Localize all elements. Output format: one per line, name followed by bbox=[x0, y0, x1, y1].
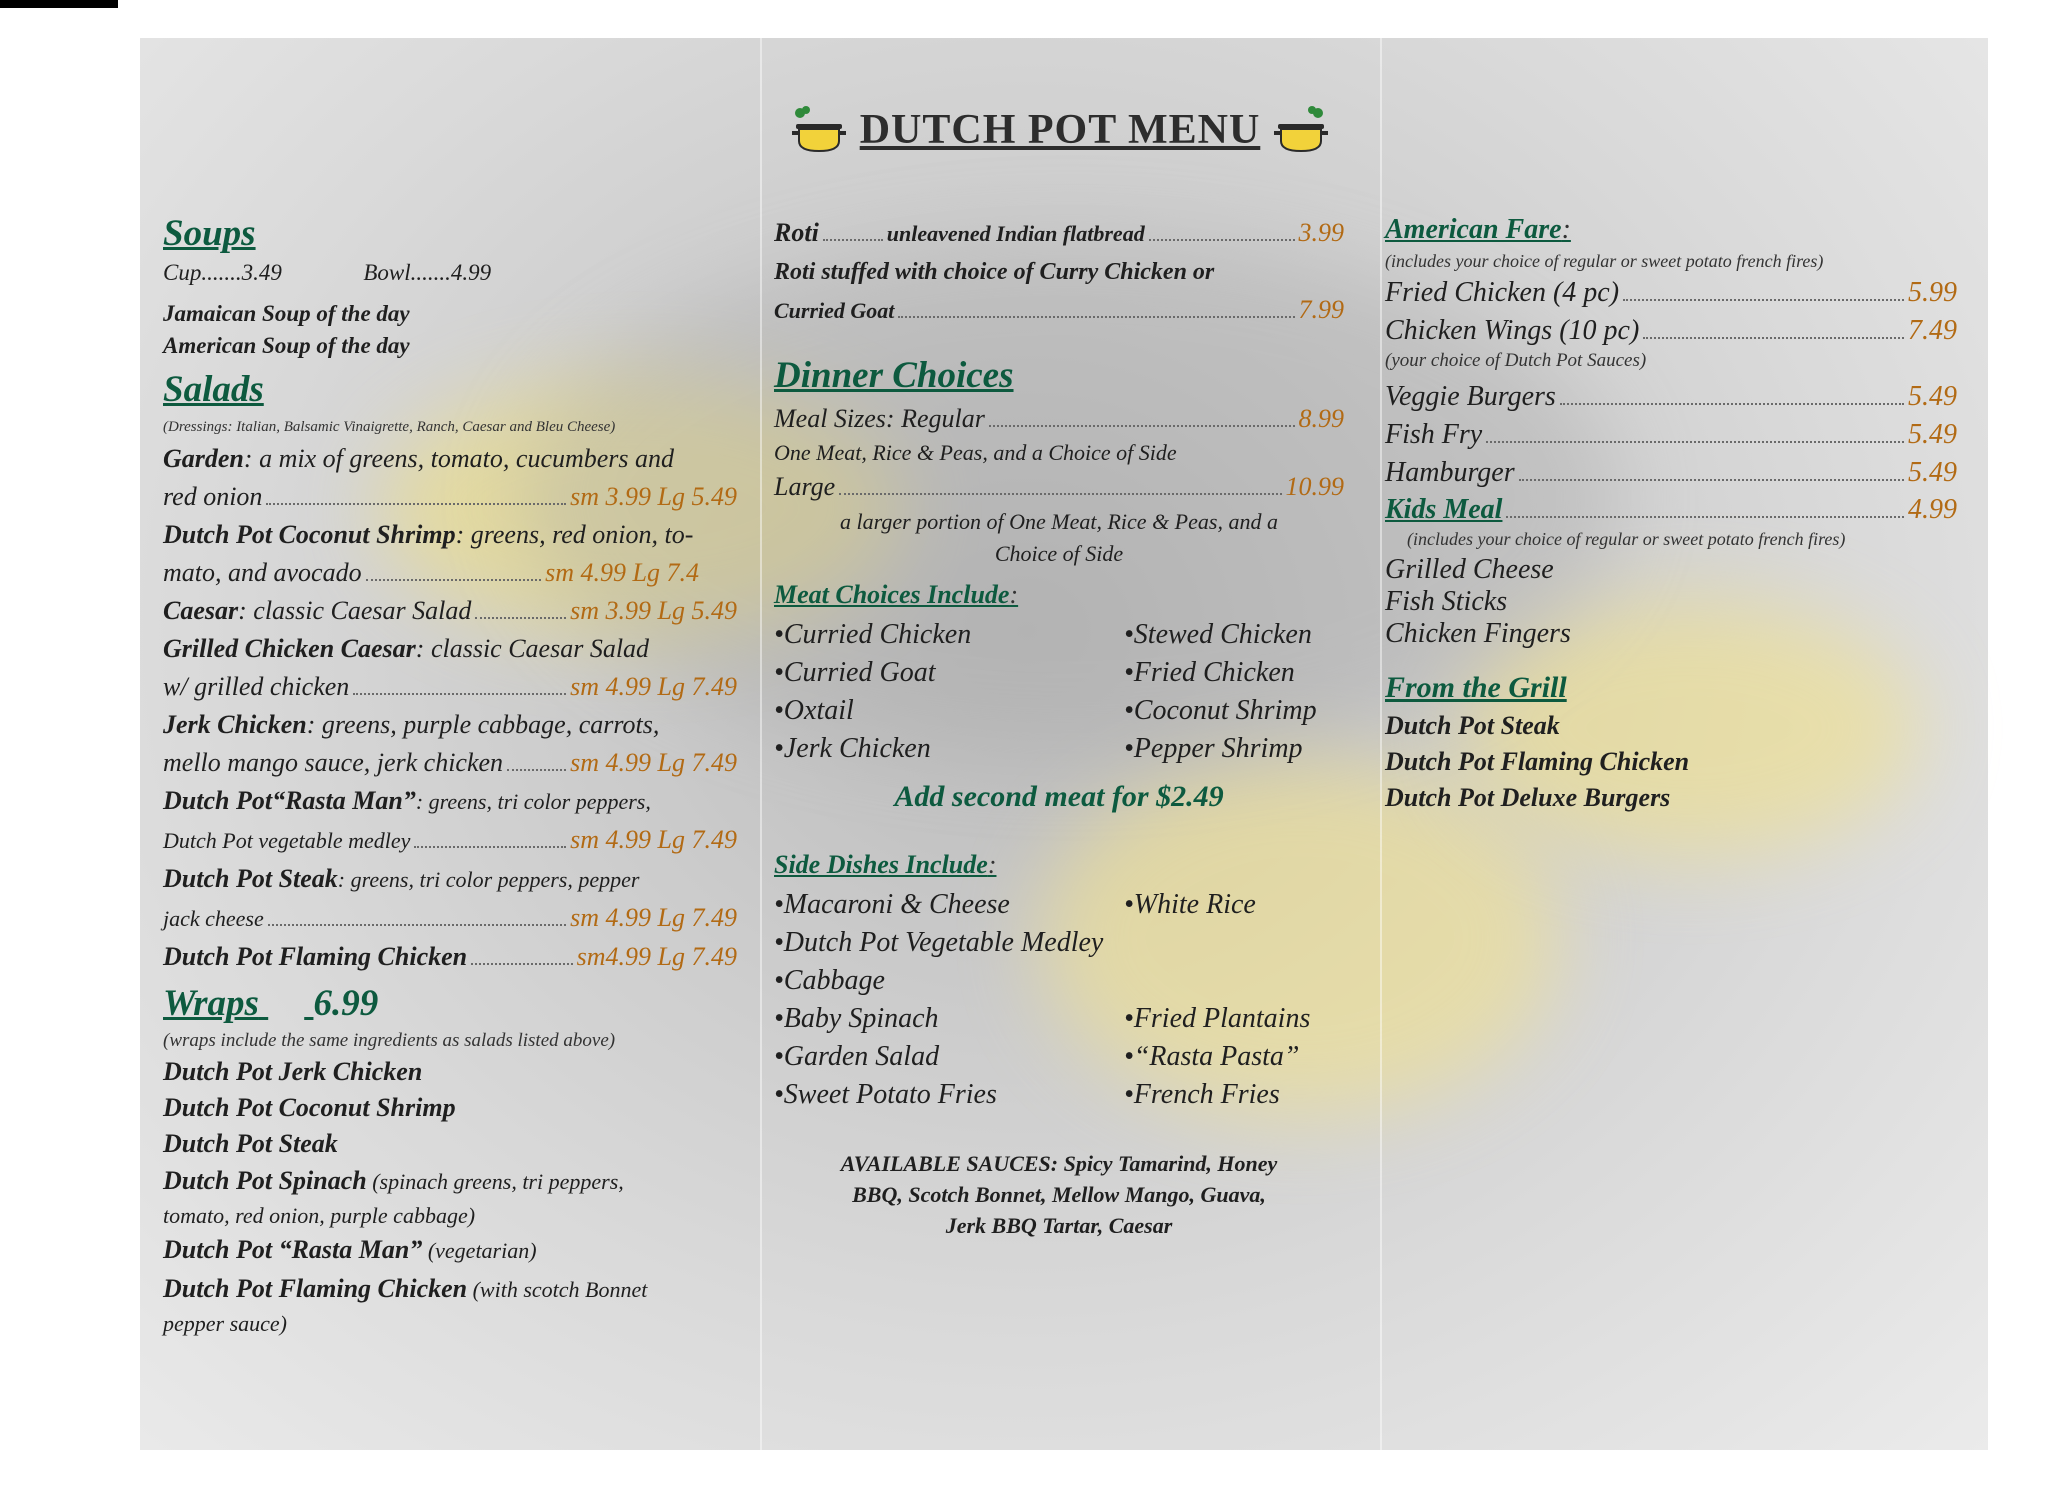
sides-heading: Side Dishes Include: bbox=[774, 850, 997, 879]
american-heading: American Fare: bbox=[1385, 214, 1571, 245]
right-column bbox=[1385, 212, 1957, 816]
salad-flaming bbox=[163, 938, 737, 976]
dinner-size: Large bbox=[774, 472, 836, 501]
kids-price: 4.99 bbox=[1908, 494, 1957, 525]
meat-choices bbox=[774, 616, 1344, 768]
dinner-large-note: Choice of Side bbox=[994, 541, 1124, 566]
wraps-note: (wraps include the same ingredients as salads listed above) bbox=[163, 1030, 616, 1051]
sauces-line: Jerk BBQ Tartar, Caesar bbox=[945, 1213, 1173, 1238]
salad-steak bbox=[163, 860, 737, 899]
salad-rasta bbox=[163, 782, 737, 821]
american-item bbox=[1385, 378, 1957, 416]
salad-coconut-price-row bbox=[163, 554, 737, 592]
salad-steak-price-row bbox=[163, 899, 737, 938]
american-item-name: Fried Chicken (4 pc) bbox=[1385, 277, 1620, 308]
soup-sizes bbox=[163, 258, 737, 288]
grill-item: Dutch Pot Flaming Chicken bbox=[1385, 747, 1690, 776]
left-column bbox=[163, 210, 737, 1339]
salad-price: sm 3.99 Lg 5.49 bbox=[570, 482, 737, 511]
roti-price: 3.99 bbox=[1298, 218, 1344, 247]
dinner-large-note: a larger portion of One Meat, Rice & Peas, and a bbox=[840, 509, 1278, 534]
american-item-name: Hamburger bbox=[1385, 457, 1515, 488]
wrap-item bbox=[163, 1162, 737, 1201]
kids-meal-row bbox=[1385, 492, 1957, 528]
salads-heading: Salads bbox=[163, 369, 264, 410]
side-item: •Dutch Pot Vegetable Medley bbox=[774, 927, 1104, 958]
side-item: •Cabbage bbox=[774, 965, 885, 996]
sauces-line: BBQ, Scotch Bonnet, Mellow Mango, Guava, bbox=[852, 1182, 1266, 1207]
roti-name: Roti bbox=[774, 218, 819, 247]
american-price: 5.99 bbox=[1908, 277, 1957, 308]
side-item: •Garden Salad bbox=[774, 1041, 940, 1072]
salad-desc: : greens, tri color peppers, pepper bbox=[337, 867, 640, 892]
meat-item: •Jerk Chicken bbox=[774, 733, 931, 764]
salad-garden bbox=[163, 440, 737, 478]
wings-note: (your choice of Dutch Pot Sauces) bbox=[1385, 350, 1647, 371]
salad-desc: w/ grilled chicken bbox=[163, 672, 350, 701]
side-item: •Baby Spinach bbox=[774, 1003, 939, 1034]
american-price: 7.49 bbox=[1908, 315, 1957, 346]
side-item: •French Fries bbox=[1124, 1079, 1280, 1110]
grill-item: Dutch Pot Steak bbox=[1385, 711, 1560, 740]
salad-desc: mato, and avocado bbox=[163, 558, 362, 587]
scan-edge-mark bbox=[0, 0, 118, 8]
dinner-price: 10.99 bbox=[1285, 472, 1344, 501]
wrap-item: Dutch Pot Jerk Chicken bbox=[163, 1057, 423, 1086]
meats-heading: Meat Choices Include: bbox=[774, 580, 1019, 609]
dinner-regular-note: One Meat, Rice & Peas, and a Choice of Side bbox=[774, 440, 1177, 465]
kids-note: (includes your choice of regular or sweet potato french fires) bbox=[1407, 529, 1846, 549]
salad-name: Dutch Pot Coconut Shrimp bbox=[163, 520, 456, 549]
dinner-large bbox=[774, 468, 1344, 506]
salad-name: Dutch Pot“Rasta Man” bbox=[163, 786, 416, 815]
add-second-meat: Add second meat for $2.49 bbox=[894, 780, 1224, 813]
soup-item: Jamaican Soup of the day bbox=[163, 301, 410, 326]
salad-desc: : greens, purple cabbage, carrots, bbox=[306, 710, 660, 739]
roti-item bbox=[774, 214, 1344, 253]
grill-item: Dutch Pot Deluxe Burgers bbox=[1385, 783, 1671, 812]
soup-bowl-price: Bowl.......4.99 bbox=[363, 260, 492, 285]
kids-item: Fish Sticks bbox=[1385, 586, 1508, 617]
kids-heading: Kids Meal bbox=[1385, 494, 1503, 525]
roti-stuffed: Roti stuffed with choice of Curry Chicken or bbox=[774, 259, 1215, 285]
salad-desc: jack cheese bbox=[163, 906, 264, 931]
salad-grilled-caesar bbox=[163, 630, 737, 668]
roti-stuffed-price-row bbox=[774, 291, 1344, 330]
meats-title: Meat Choices Include bbox=[774, 580, 1010, 609]
american-item bbox=[1385, 454, 1957, 492]
kids-item: Chicken Fingers bbox=[1385, 618, 1571, 649]
salad-price: sm 4.99 Lg 7.49 bbox=[570, 672, 737, 701]
kids-item: Grilled Cheese bbox=[1385, 554, 1554, 585]
american-item-name: Fish Fry bbox=[1385, 419, 1483, 450]
salad-name: Dutch Pot Steak bbox=[163, 864, 338, 893]
dinner-price: 8.99 bbox=[1298, 404, 1344, 433]
roti-stuffed-desc: Curried Goat bbox=[774, 298, 895, 323]
wrap-item: Dutch Pot Coconut Shrimp bbox=[163, 1093, 456, 1122]
dinner-heading: Dinner Choices bbox=[774, 355, 1014, 396]
side-item: •Fried Plantains bbox=[1124, 1003, 1311, 1034]
grill-heading: From the Grill bbox=[1385, 671, 1567, 704]
salad-desc: Dutch Pot vegetable medley bbox=[163, 828, 411, 853]
salad-desc: : a mix of greens, tomato, cucumbers and bbox=[243, 444, 675, 473]
dinner-size: Meal Sizes: Regular bbox=[774, 404, 985, 433]
salad-price: sm 4.99 Lg 7.4 bbox=[545, 558, 699, 587]
side-item: •White Rice bbox=[1124, 889, 1256, 920]
wrap-desc: tomato, red onion, purple cabbage) bbox=[163, 1203, 476, 1228]
salad-price: sm 4.99 Lg 7.49 bbox=[570, 903, 737, 932]
meat-item: •Coconut Shrimp bbox=[1124, 695, 1317, 726]
soup-cup-price: Cup.......3.49 bbox=[163, 260, 282, 285]
american-price: 5.49 bbox=[1908, 419, 1957, 450]
salad-name: Caesar bbox=[163, 596, 239, 625]
wraps-title: Wraps bbox=[163, 983, 259, 1024]
wrap-desc: pepper sauce) bbox=[163, 1311, 288, 1336]
wrap-name: Dutch Pot Flaming Chicken bbox=[163, 1274, 468, 1303]
salad-desc: : classic Caesar Salad bbox=[415, 634, 650, 663]
salad-jerk-price-row bbox=[163, 744, 737, 782]
american-item bbox=[1385, 274, 1957, 312]
salad-price: sm 4.99 Lg 7.49 bbox=[570, 825, 737, 854]
meat-item: •Curried Chicken bbox=[774, 619, 972, 650]
american-item bbox=[1385, 416, 1957, 454]
salad-price: sm 4.99 Lg 7.49 bbox=[570, 748, 737, 777]
salad-desc: : classic Caesar Salad bbox=[238, 596, 472, 625]
salad-caesar bbox=[163, 592, 737, 630]
soups-heading: Soups bbox=[163, 213, 256, 254]
wrap-item: Dutch Pot Steak bbox=[163, 1129, 338, 1158]
sauces-line: AVAILABLE SAUCES: Spicy Tamarind, Honey bbox=[840, 1151, 1278, 1176]
american-title: American Fare bbox=[1385, 214, 1562, 245]
salad-name: Dutch Pot Flaming Chicken bbox=[163, 942, 468, 971]
menu-title: DUTCH POT MENU bbox=[859, 107, 1261, 153]
dinner-regular bbox=[774, 400, 1344, 438]
american-item-name: Chicken Wings (10 pc) bbox=[1385, 315, 1640, 346]
wraps-heading bbox=[163, 980, 737, 1028]
wrap-desc: (vegetarian) bbox=[422, 1238, 537, 1263]
pot-icon bbox=[790, 104, 848, 156]
meat-item: •Stewed Chicken bbox=[1124, 619, 1312, 650]
wrap-name: Dutch Pot “Rasta Man” bbox=[163, 1235, 423, 1264]
meat-item: •Pepper Shrimp bbox=[1124, 733, 1303, 764]
wrap-item bbox=[163, 1270, 737, 1309]
wrap-desc: (with scotch Bonnet bbox=[467, 1277, 648, 1302]
american-price: 5.49 bbox=[1908, 381, 1957, 412]
salad-desc: : greens, tri color peppers, bbox=[415, 789, 651, 814]
side-item: •“Rasta Pasta” bbox=[1124, 1041, 1300, 1072]
soup-item: American Soup of the day bbox=[163, 333, 410, 358]
meat-item: •Fried Chicken bbox=[1124, 657, 1295, 688]
wrap-desc: (spinach greens, tri peppers, bbox=[366, 1169, 624, 1194]
side-choices bbox=[774, 886, 1344, 1114]
salad-dressings: (Dressings: Italian, Balsamic Vinaigrette, Ranch, Caesar and Bleu Cheese) bbox=[163, 419, 616, 435]
roti-stuffed-price: 7.99 bbox=[1298, 295, 1344, 324]
salad-coconut bbox=[163, 516, 737, 554]
salad-desc: mello mango sauce, jerk chicken bbox=[163, 748, 504, 777]
roti-desc: unleavened Indian flatbread bbox=[886, 221, 1145, 246]
middle-column bbox=[774, 214, 1344, 1241]
fold-line bbox=[1380, 38, 1382, 1450]
wrap-name: Dutch Pot Spinach bbox=[163, 1166, 367, 1195]
sides-title: Side Dishes Include bbox=[774, 850, 988, 879]
side-item: •Sweet Potato Fries bbox=[774, 1079, 997, 1110]
salad-rasta-price-row bbox=[163, 821, 737, 860]
american-item bbox=[1385, 312, 1957, 350]
meat-item: •Oxtail bbox=[774, 695, 854, 726]
wrap-item bbox=[163, 1231, 737, 1270]
salad-grilled-caesar-price-row bbox=[163, 668, 737, 706]
menu-header bbox=[760, 100, 1360, 160]
meat-item: •Curried Goat bbox=[774, 657, 936, 688]
american-item-name: Veggie Burgers bbox=[1385, 381, 1556, 412]
salad-desc: red onion bbox=[163, 482, 263, 511]
salad-name: Jerk Chicken bbox=[163, 710, 307, 739]
wraps-price: 6.99 bbox=[313, 983, 379, 1024]
american-note: (includes your choice of regular or sweet potato french fires) bbox=[1385, 251, 1824, 271]
salad-desc: : greens, red onion, to- bbox=[455, 520, 694, 549]
salad-price: sm 3.99 Lg 5.49 bbox=[570, 596, 737, 625]
available-sauces bbox=[774, 1148, 1344, 1241]
american-price: 5.49 bbox=[1908, 457, 1957, 488]
salad-garden-price-row bbox=[163, 478, 737, 516]
pot-icon bbox=[1272, 104, 1330, 156]
salad-name: Garden bbox=[163, 444, 244, 473]
salad-name: Grilled Chicken Caesar bbox=[163, 634, 416, 663]
salad-jerk bbox=[163, 706, 737, 744]
side-item: •Macaroni & Cheese bbox=[774, 889, 1010, 920]
salad-price: sm4.99 Lg 7.49 bbox=[576, 942, 737, 971]
fold-line bbox=[760, 38, 762, 1450]
